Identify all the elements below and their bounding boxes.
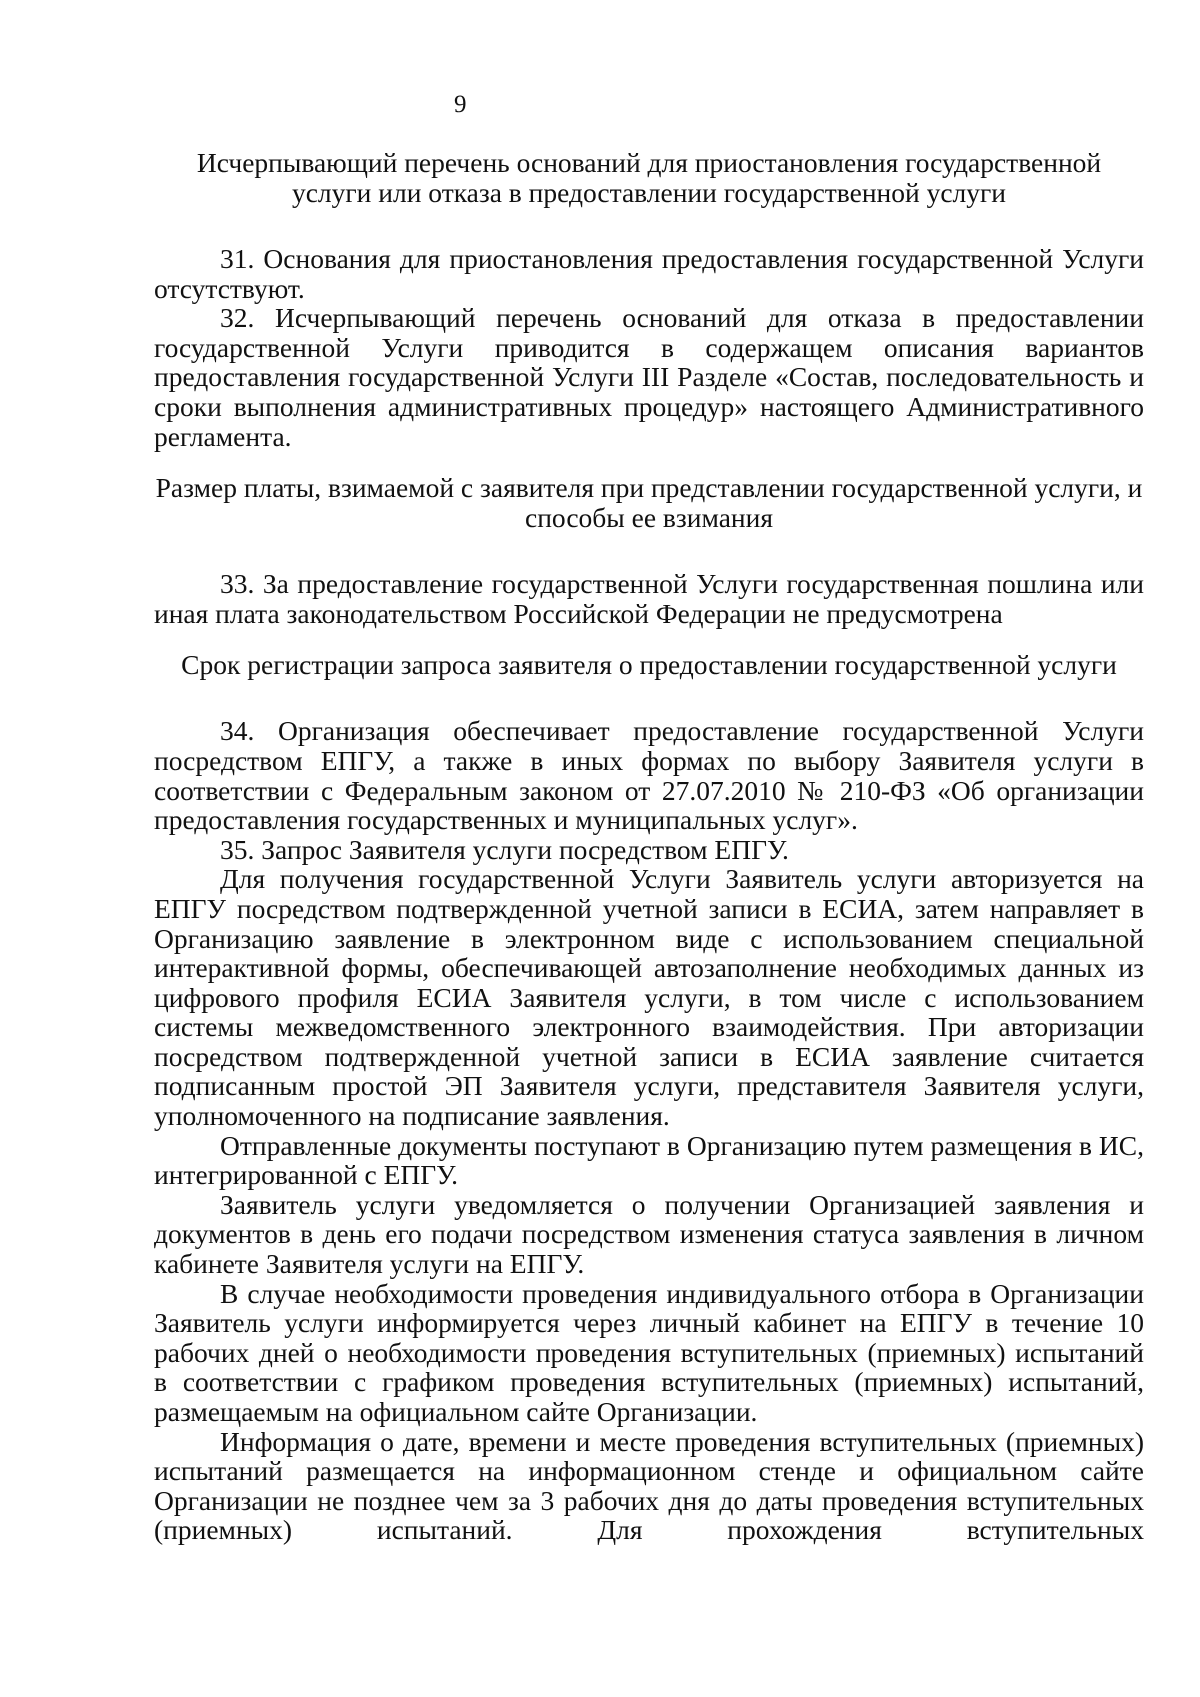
paragraph-exam-info: Информация о дате, времени и месте проведения вступительных (приемных) испытаний размещается на информационном стенде и официальном сайте Организации не позднее чем за 3 рабочих дня до даты проведения вступительных (приемных) испытаний. Для прохождения вступительных [154,1425,1144,1546]
paragraph-35: 35. Запрос Заявителя услуги посредством ЕПГУ. [220,833,789,865]
section-heading-registration: Срок регистрации запроса заявителя о предоставлении государственной услуги [181,649,1117,681]
paragraph-32: 32. Исчерпывающий перечень оснований для отказа в предоставлении государственной Услуги приводится в содержащем описания вариантов предоставления государственной Услуги III Разделе «Состав, последовательность и сроки выполнения административных процедур» настоящего Административного регламента. [154,302,1144,452]
paragraph-33: 33. За предоставление государственной Услуги государственная пошлина или иная плата законодательством Российской Федерации не предусмотрена [154,568,1144,629]
paragraph-notification: Заявитель услуги уведомляется о получении Организацией заявления и документов в день его подачи посредством изменения статуса заявления в личном кабинете Заявителя услуги на ЕПГУ. [154,1188,1144,1280]
paragraph-documents-sent: Отправленные документы поступают в Организацию путем размещения в ИС, интегрированной с ЕПГУ. [154,1129,1144,1191]
paragraph-individual-selection: В случае необходимости проведения индивидуального отбора в Организации Заявитель услуги информируется через личный кабинет на ЕПГУ в течение 10 рабочих дней о необходимости проведения вступительных (приемных) испытаний в соответствии с графиком проведения вступительных (приемных) испытаний, размещаемым на официальном сайте Организации. [154,1277,1144,1427]
document-page: 9 Исчерпывающий перечень оснований для приостановления государственной услуги или отказа в предоставлении государственной услуги 31. Основания для приостановления предоставления государственной Услуги отсутствуют. 32. Исчерпывающий перечень оснований для отказа в предоставлении государственной Услуги приводится в содержащем описания вариантов предоставления государственной Услуги III Разделе «Состав, последовательность и сроки выполнения административных процедур» настоящего Административного регламента. Размер платы, взимаемой с заявителя при представлении государственной услуги, и способы ее взимания 33. За предоставление государственной Услуги государственная пошлина или иная плата законодательством Российской Федерации не предусмотрена Срок регистрации запроса заявителя о предоставлении государственной услуги 34. Организация обеспечивает предоставление государственной Услуги посредством ЕПГУ, а также в иных формах по выбору Заявителя услуги в соответствии с Федеральным законом от 27.07.2010 № 210-ФЗ «Об организации предоставления государственных и муниципальных услуг». 35. Запрос Заявителя услуги посредством ЕПГУ. Для получения государственной Услуги Заявитель услуги авторизуется на ЕПГУ посредством подтвержденной учетной записи в ЕСИА, затем направляет в Организацию заявление в электронном виде с использованием специальной интерактивной формы, обеспечивающей автозаполнение необходимых данных из цифрового профиля ЕСИА Заявителя услуги, в том числе с использованием системы межведомственного электронного взаимодействия. При авторизации посредством подтвержденной учетной записи в ЕСИА заявление считается подписанным простой ЭП Заявителя услуги, представителя Заявителя услуги, уполномоченного на подписание заявления. Отправленные документы поступают в Организацию путем размещения в ИС, интегрированной с ЕПГУ. Заявитель услуги уведомляется о получении Организацией заявления и документов в день его подачи посредством изменения статуса заявления в личном кабинете Заявителя услуги на ЕПГУ. В случае необходимости проведения индивидуального отбора в Организации Заявитель услуги информируется через личный кабинет на ЕПГУ в течение 10 рабочих дней о необходимости проведения вступительных (приемных) испытаний в соответствии с графиком проведения вступительных (приемных) испытаний, размещаемым на официальном сайте Организации. Информация о дате, времени и месте проведения вступительных (приемных) испытаний размещается на информационном стенде и официальном сайте Организации не позднее чем за 3 рабочих дня до даты проведения вступительных (приемных) испытаний. Для прохождения вступительных [154,91,1144,1546]
section-heading-suspension: Исчерпывающий перечень оснований для приостановления государственной услуги или отказа в предоставлении государственной услуги [196,147,1102,208]
paragraph-34: 34. Организация обеспечивает предоставление государственной Услуги посредством ЕПГУ, а также в иных формах по выбору Заявителя услуги в соответствии с Федеральным законом от 27.07.2010 № 210-ФЗ «Об организации предоставления государственных и муниципальных услуг». [154,715,1144,836]
paragraph-authorization: Для получения государственной Услуги Заявитель услуги авторизуется на ЕПГУ посредством подтвержденной учетной записи в ЕСИА, затем направляет в Организацию заявление в электронном виде с использованием специальной интерактивной формы, обеспечивающей автозаполнение необходимых данных из цифрового профиля ЕСИА Заявителя услуги, в том числе с использованием системы межведомственного электронного взаимодействия. При авторизации посредством подтвержденной учетной записи в ЕСИА заявление считается подписанным простой ЭП Заявителя услуги, представителя Заявителя услуги, уполномоченного на подписание заявления. [154,863,1144,1132]
section-heading-fee: Размер платы, взимаемой с заявителя при представлении государственной услуги, и способы ее взимания [155,472,1143,534]
paragraph-31: 31. Основания для приостановления предоставления государственной Услуги отсутствуют. [154,243,1144,304]
